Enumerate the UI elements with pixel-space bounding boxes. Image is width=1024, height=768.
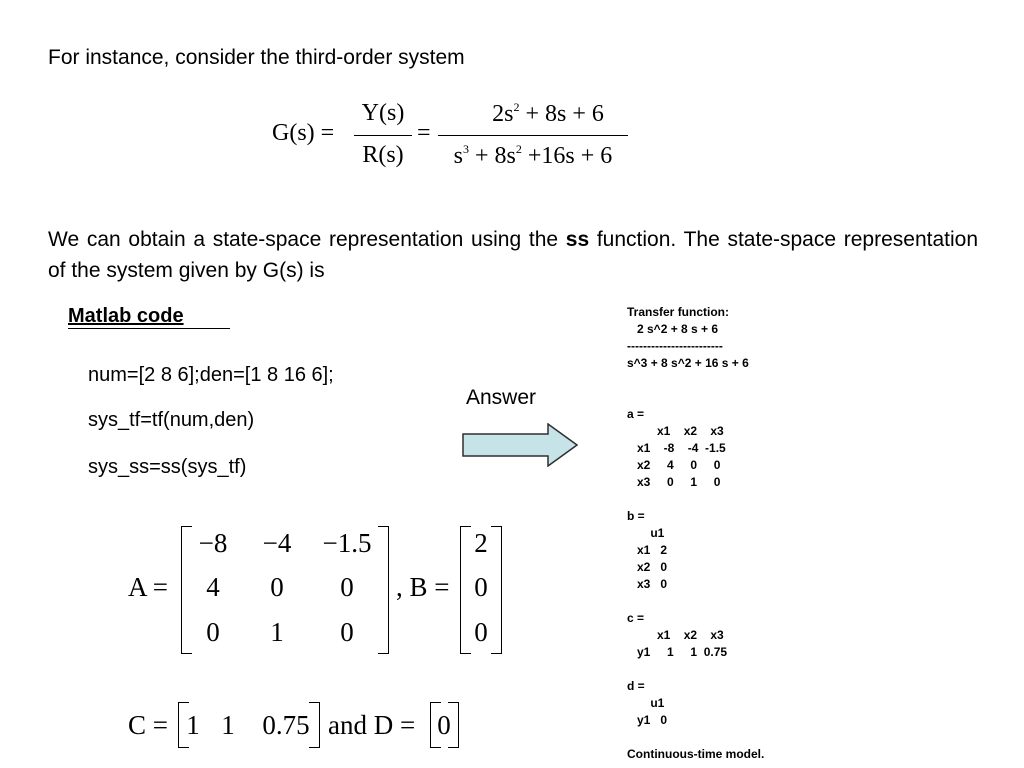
output-line: x1 x2 x3 xyxy=(627,424,724,438)
output-line: x2 0 xyxy=(627,560,668,574)
description-paragraph: We can obtain a state-space representation using the ss function. The state-space representation of the system given by G(s) is xyxy=(48,228,978,282)
fraction-numerator: Y(s) xyxy=(361,100,405,126)
fraction-bar xyxy=(354,135,412,136)
output-line xyxy=(627,372,764,389)
output-line: x3 0 1 0 xyxy=(627,475,721,489)
output-line: b = xyxy=(627,509,645,523)
output-line xyxy=(627,729,764,746)
matrix-b-cell: 2 xyxy=(474,528,488,558)
ss-keyword: ss xyxy=(565,228,590,251)
matrix-c-cell: 0.75 xyxy=(262,710,310,740)
output-line xyxy=(627,389,764,406)
title-underline xyxy=(68,328,230,329)
matlab-output xyxy=(627,304,764,763)
output-line: Continuous-time model. xyxy=(627,747,765,761)
polynomial-numerator: $2s^2 + 8s + 6$ xyxy=(492,100,604,127)
answer-label: Answer xyxy=(466,386,537,409)
output-line: u1 xyxy=(627,526,665,540)
matrix-a-cell: 0 xyxy=(340,572,354,602)
matrix-d-cell: 0 xyxy=(437,710,451,740)
matrix-c-cell: 1 xyxy=(186,710,200,740)
output-line: a = xyxy=(627,407,645,421)
fraction-denominator: R(s) xyxy=(362,142,404,168)
equation-lhs: G(s) = xyxy=(272,120,335,146)
transfer-function-equation xyxy=(272,100,652,180)
output-line: d = xyxy=(627,679,645,693)
output-line: x1 -8 -4 -1.5 xyxy=(627,441,726,455)
output-line xyxy=(627,593,764,610)
output-line: c = xyxy=(627,611,645,625)
code-line: sys_ss=ss(sys_tf) xyxy=(88,456,247,478)
output-line: ------------------------ xyxy=(627,339,723,353)
matrix-a-cell: −4 xyxy=(262,528,292,558)
matrix-c-cell: 1 xyxy=(221,710,235,740)
matrix-a-cell: −1.5 xyxy=(322,528,372,558)
matrix-a-cell: 0 xyxy=(340,617,354,647)
matrix-a-cell: 0 xyxy=(270,572,284,602)
output-line: x1 2 xyxy=(627,543,668,557)
code-line: sys_tf=tf(num,den) xyxy=(88,409,255,431)
output-line xyxy=(627,661,764,678)
code-line: num=[2 8 6];den=[1 8 16 6]; xyxy=(88,364,334,386)
matrix-c-label: C = xyxy=(128,710,168,740)
right-bracket xyxy=(378,526,389,654)
output-line: x3 0 xyxy=(627,577,668,591)
output-line xyxy=(627,491,764,508)
polynomial-denominator: $s^3 + 8s^2 +16s + 6$ xyxy=(453,142,613,169)
matrix-a-cell: 1 xyxy=(270,617,284,647)
output-line: u1 xyxy=(627,696,665,710)
intro-text: For instance, consider the third-order system xyxy=(48,46,465,69)
output-line: 2 s^2 + 8 s + 6 xyxy=(627,322,719,336)
and-d-label: and D = xyxy=(328,710,416,740)
right-arrow-icon xyxy=(462,423,578,467)
fraction-bar xyxy=(438,135,628,136)
matrix-a-cell: −8 xyxy=(198,528,228,558)
matrix-a-cell: 4 xyxy=(206,572,220,602)
output-line: x2 4 0 0 xyxy=(627,458,721,472)
output-line: x1 x2 x3 xyxy=(627,628,724,642)
matrix-b-cell: 0 xyxy=(474,572,488,602)
output-line: y1 1 1 0.75 xyxy=(627,645,728,659)
output-line: y1 0 xyxy=(627,713,668,727)
matrix-b-label: , B = xyxy=(396,572,450,602)
output-line: Transfer function: xyxy=(627,305,730,319)
output-line: s^3 + 8 s^2 + 16 s + 6 xyxy=(627,356,749,370)
equals-sign: = xyxy=(417,120,431,146)
matrix-a-cell: 0 xyxy=(206,617,220,647)
matrix-b-cell: 0 xyxy=(474,617,488,647)
code-section-title: Matlab code xyxy=(68,305,184,327)
matrix-a-label: A = xyxy=(128,572,168,602)
